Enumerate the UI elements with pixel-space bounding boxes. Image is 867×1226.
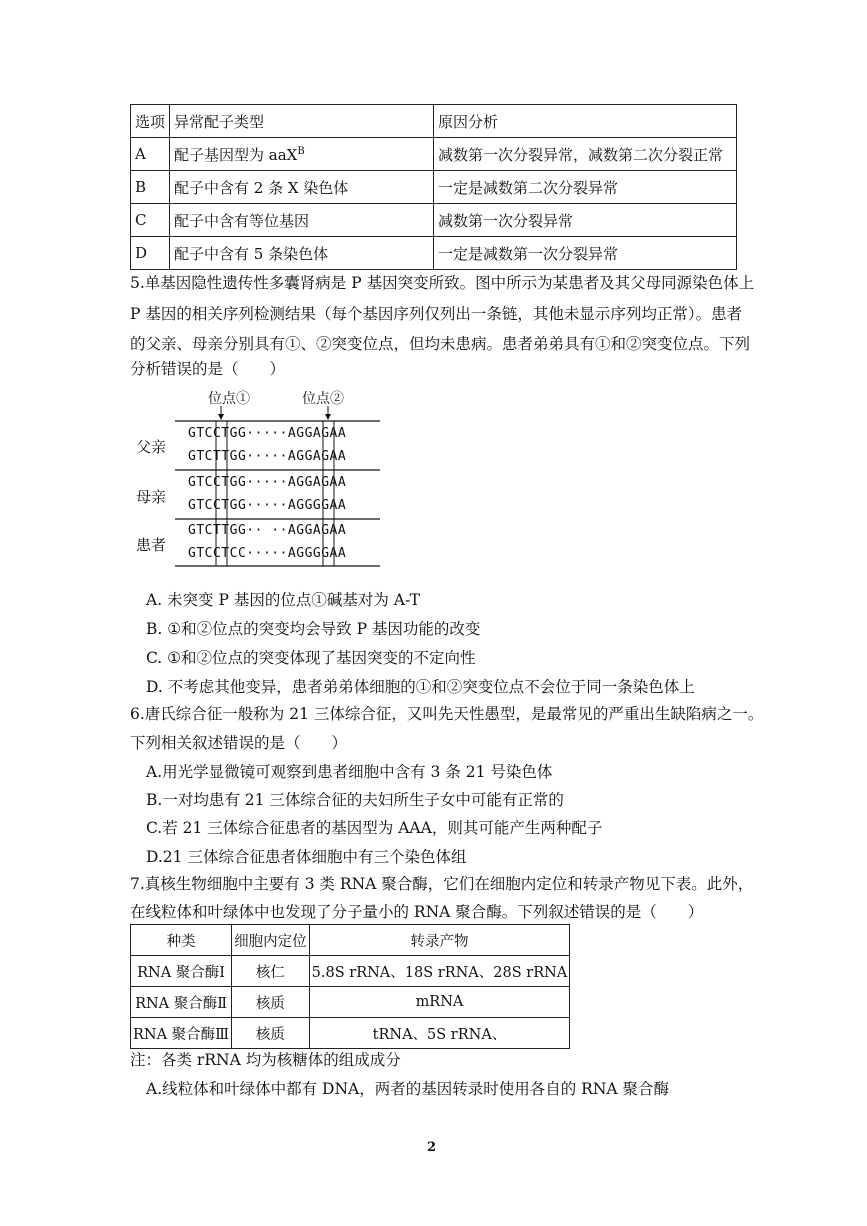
cell-text: 配子基因型为 aaX [174,145,298,164]
question-5-option-b: B. ①和②位点的突变均会导致 P 基因功能的改变 [146,620,481,638]
question-5-line: P 基因的相关序列检测结果（每个基因序列仅列出一条链，其他未显示序列均正常）。患者 [130,305,743,323]
question-7-note: 注：各类 rRNA 均为核糖体的组成成分 [130,1051,401,1069]
question-6-line: 下列相关叙述错误的是（ ） [130,734,348,752]
question-6-option-c: C.若 21 三体综合征患者的基因型为 AAA，则其可能产生两种配子 [146,819,603,837]
table-cell: 一定是减数第一次分裂异常 [434,237,737,270]
table-header-row [131,925,570,956]
row-label-patient: 患者 [136,536,167,554]
question-5-line: 分析错误的是（ ） [130,360,286,378]
sequence-row: GTCTTGG·····AGGAGAA [188,449,347,464]
table-row [131,204,737,237]
table-row [131,956,570,987]
table-cell: RNA 聚合酶Ⅲ [131,1018,232,1049]
table-header: 转录产物 [309,925,570,956]
question-5-line: 5.单基因隐性遗传性多囊肾病是 P 基因突变所致。图中所示为某患者及其父母同源染色体上 [130,274,755,292]
table-cell: D [131,237,170,270]
sequence-row: GTCTTGG·· ··AGGAGAA [188,523,347,538]
site-1-arrowhead [218,414,224,420]
table-cell: 配子中含有等位基因 [170,204,434,237]
page-number: 2 [427,1140,437,1155]
table-cell: B [131,171,170,204]
table-row [131,171,737,204]
site-2-arrowhead [325,414,331,420]
sequence-row: GTCCTGG·····AGGAGAA [188,475,347,490]
table-cell: tRNA、5S rRNA、 [309,1018,570,1049]
sequence-row: GTCCTGG·····AGGAGAA [188,426,347,441]
table-cell: 核仁 [232,956,310,987]
question-7-line: 在线粒体和叶绿体中也发现了分子量小的 RNA 聚合酶。下列叙述错误的是（ ） [130,903,704,921]
table-header: 细胞内定位 [232,925,310,956]
table-cell: 配子中含有 2 条 X 染色体 [170,171,434,204]
table-row [131,1018,570,1049]
table-cell: 减数第一次分裂异常，减数第二次分裂正常 [434,138,737,171]
table-row [131,237,737,270]
rna-polymerase-table [130,924,570,1049]
row-label-father: 父亲 [136,438,167,456]
table-cell: A [131,138,170,171]
table-cell: RNA 聚合酶Ⅱ [131,987,232,1018]
table-cell: mRNA [309,987,570,1018]
table-header: 种类 [131,925,232,956]
table-cell: RNA 聚合酶Ⅰ [131,956,232,987]
question-6-option-a: A.用光学显微镜可观察到患者细胞中含有 3 条 21 号染色体 [146,763,553,781]
question-7-option-a: A.线粒体和叶绿体中都有 DNA，两者的基因转录时使用各自的 RNA 聚合酶 [146,1080,670,1098]
table-cell: C [131,204,170,237]
sequence-figure [130,388,390,568]
row-label-mother: 母亲 [136,488,167,506]
question-6-option-d: D.21 三体综合征患者体细胞中有三个染色体组 [146,848,467,866]
superscript: B [297,145,305,157]
table-header: 选项 [131,105,170,138]
question-5-option-d: D. 不考虑其他变异，患者弟弟体细胞的①和②突变位点不会位于同一条染色体上 [146,678,695,696]
table-cell: 减数第一次分裂异常 [434,204,737,237]
site-1-label: 位点① [208,391,250,407]
table-row [131,138,737,171]
question-6-option-b: B.一对均患有 21 三体综合征的夫妇所生子女中可能有正常的 [146,791,564,809]
question-7-line: 7.真核生物细胞中主要有 3 类 RNA 聚合酶，它们在细胞内定位和转录产物见下表。此外， [130,875,754,893]
table-cell: 配子中含有 5 条染色体 [170,237,434,270]
table-header: 原因分析 [434,105,737,138]
table-header: 异常配子类型 [170,105,434,138]
question-5-option-c: C. ①和②位点的突变体现了基因突变的不定向性 [146,649,476,667]
gamete-table [130,104,737,270]
table-cell: 核质 [232,987,310,1018]
sequence-row: GTCCTCC·····AGGGGAA [188,546,347,561]
table-cell: 一定是减数第二次分裂异常 [434,171,737,204]
question-6-line: 6.唐氏综合征一般称为 21 三体综合征，又叫先天性愚型，是最常见的严重出生缺陷病之一。 [130,705,764,723]
table-cell: 核质 [232,1018,310,1049]
question-5-line: 的父亲、母亲分别具有①、②突变位点，但均未患病。患者弟弟具有①和②突变位点。下列 [130,335,751,353]
table-cell [170,138,434,171]
sequence-row: GTCCTGG·····AGGGGAA [188,498,347,513]
site-2-label: 位点② [302,391,344,407]
table-header-row [131,105,737,138]
table-row [131,987,570,1018]
table-cell: 5.8S rRNA、18S rRNA、28S rRNA [309,956,570,987]
question-5-option-a: A. 未突变 P 基因的位点①碱基对为 A-T [146,591,420,609]
